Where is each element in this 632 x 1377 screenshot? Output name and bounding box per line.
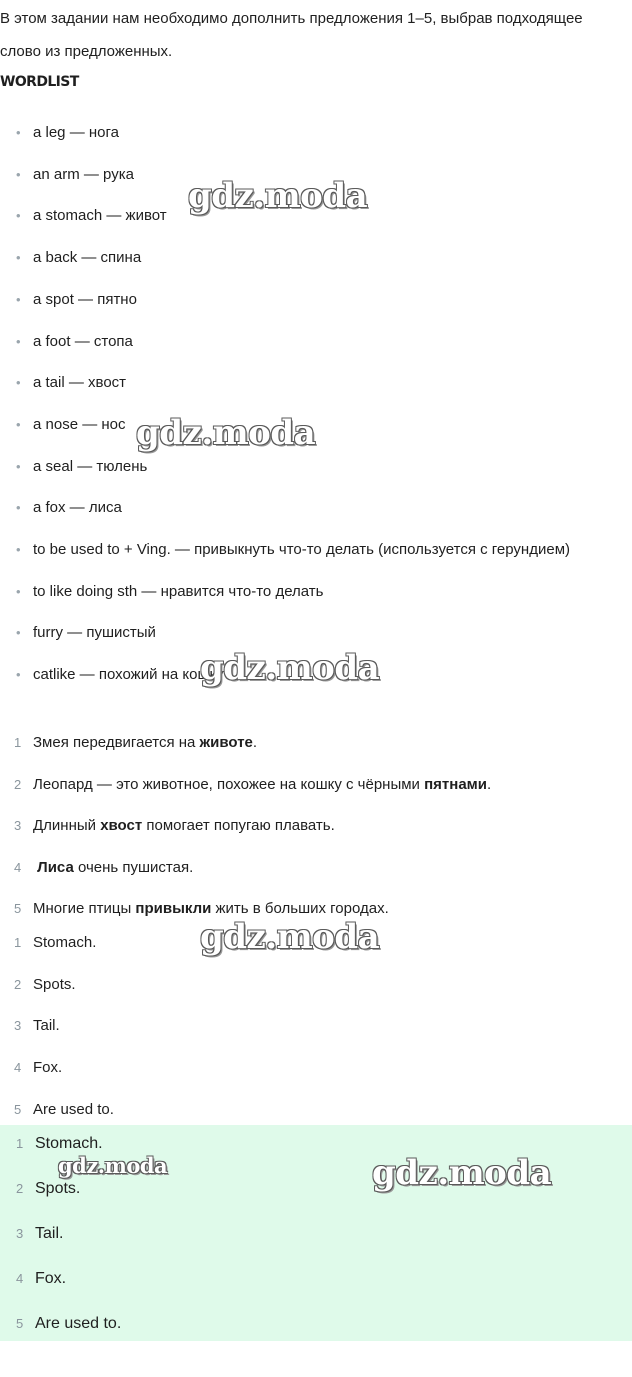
sentence-text: Леопард — это животное, похожее на кошку с чёрными — [33, 775, 425, 793]
bullet-icon: • — [16, 416, 21, 432]
list-item — [0, 616, 593, 649]
answer-item — [0, 1055, 600, 1097]
list-item — [0, 116, 593, 149]
item-number: 1 — [16, 1136, 24, 1151]
sentence-answer-word: хвост — [100, 817, 143, 835]
bullet-icon: • — [16, 333, 21, 349]
list-item — [0, 325, 593, 358]
item-number: 3 — [14, 818, 22, 834]
bullet-icon: • — [16, 250, 21, 266]
answer-text: Are used to. — [35, 1315, 122, 1332]
wordlist-entry: a seal — тюлень — [33, 457, 148, 475]
bullet-icon: • — [16, 125, 21, 140]
wordlist-entry: catlike — похожий на кошку — [33, 666, 224, 684]
answer-text: Stomach. — [33, 934, 97, 951]
bullet-icon: • — [16, 625, 21, 641]
list-item — [0, 450, 593, 483]
bullet-icon: • — [16, 667, 21, 683]
answer-text: Tail. — [35, 1225, 64, 1242]
item-number: 3 — [16, 1226, 24, 1241]
watermark: gdz.moda — [372, 1153, 552, 1193]
sentence-text: Многие птицы — [33, 900, 136, 918]
watermark: gdz.moda — [136, 413, 316, 453]
wordlist-entry: a stomach — живот — [33, 207, 167, 225]
sentence-answer-word: животе — [199, 734, 253, 751]
wordlist-entry: an arm — рука — [33, 165, 134, 183]
sentence-item — [0, 813, 600, 855]
item-number: 2 — [14, 776, 22, 792]
answer-item — [0, 1221, 600, 1266]
bullet-icon: • — [16, 291, 21, 307]
sentence-text: . — [252, 734, 258, 751]
sentence-text: Змея передвигается на — [33, 734, 200, 751]
wordlist-entry: a nose — нос — [33, 415, 126, 433]
item-number: 2 — [16, 1181, 24, 1196]
wordlist-entry: a fox — лиса — [33, 499, 122, 517]
answer-item — [0, 972, 600, 1014]
wordlist-entry: to like doing sth — нравится что-то делать — [33, 582, 324, 600]
item-number: 4 — [16, 1271, 24, 1286]
wordlist-heading: WORDLIST — [0, 74, 79, 90]
sentence-answer-word: привыкли — [135, 900, 212, 918]
sentence-item — [0, 730, 600, 772]
wordlist-entry: to be used to + Ving. — привыкнуть что-то делать (используется с герундием) — [33, 541, 570, 559]
answer-text: Spots. — [35, 1180, 81, 1197]
answer-text: Fox. — [35, 1270, 67, 1287]
answer-text: Stomach. — [35, 1135, 103, 1152]
bullet-icon: • — [16, 542, 21, 558]
bullet-icon: • — [16, 166, 21, 182]
sentence-answer-word: пятнами — [424, 775, 487, 793]
item-number: 3 — [14, 1018, 22, 1034]
list-item — [0, 533, 593, 566]
watermark: gdz.moda — [200, 917, 380, 957]
wordlist-entry: a leg — нога — [33, 124, 119, 141]
sentence-text: помогает попугаю плавать. — [142, 817, 335, 835]
answer-text: Fox. — [33, 1059, 63, 1077]
wordlist-entry: a tail — хвост — [33, 374, 127, 392]
list-item — [0, 283, 593, 316]
list-item — [0, 575, 593, 608]
answer-item — [0, 1013, 600, 1055]
list-item — [0, 241, 593, 274]
bullet-icon: • — [16, 583, 21, 599]
watermark: gdz.moda — [188, 176, 368, 216]
answer-text: Spots. — [33, 975, 76, 993]
wordlist-entry: a spot — пятно — [33, 290, 137, 308]
wordlist-entry: furry — пушистый — [33, 624, 156, 642]
bullet-icon: • — [16, 375, 21, 391]
sentence-text: . — [486, 775, 492, 793]
answer-item — [0, 1266, 600, 1311]
item-number: 1 — [14, 935, 22, 950]
intro-text: В этом задании нам необходимо дополнить предложения 1–5, выбрав подходящее слово из предложенных. — [0, 10, 583, 60]
sentence-item — [0, 772, 600, 814]
wordlist-entry: a foot — стопа — [33, 332, 133, 350]
item-number: 5 — [14, 1101, 22, 1117]
bullet-icon: • — [16, 500, 21, 516]
sentence-item — [0, 855, 600, 897]
item-number: 5 — [14, 901, 22, 917]
watermark: gdz.moda — [200, 648, 380, 688]
sentences-list — [0, 730, 600, 938]
sentence-text: очень пушистая. — [73, 858, 194, 876]
bullet-icon: • — [16, 208, 21, 224]
item-number: 4 — [14, 859, 22, 875]
wordlist-entry: a back — спина — [33, 249, 142, 267]
answer-item — [0, 1311, 600, 1356]
item-number: 1 — [14, 735, 22, 750]
list-item — [0, 366, 593, 399]
answers-list — [0, 930, 600, 1138]
bullet-icon: • — [16, 458, 21, 474]
watermark: gdz.moda — [58, 1153, 168, 1178]
item-number: 4 — [14, 1060, 22, 1076]
sentence-text: Длинный — [33, 817, 101, 835]
item-number: 5 — [16, 1316, 24, 1331]
sentence-answer-word: Лиса — [37, 858, 74, 876]
sentence-text: жить в больших городах. — [211, 900, 389, 918]
item-number: 2 — [14, 976, 22, 992]
answer-text: Are used to. — [33, 1100, 114, 1118]
answer-text: Tail. — [33, 1017, 60, 1035]
list-item — [0, 491, 593, 524]
